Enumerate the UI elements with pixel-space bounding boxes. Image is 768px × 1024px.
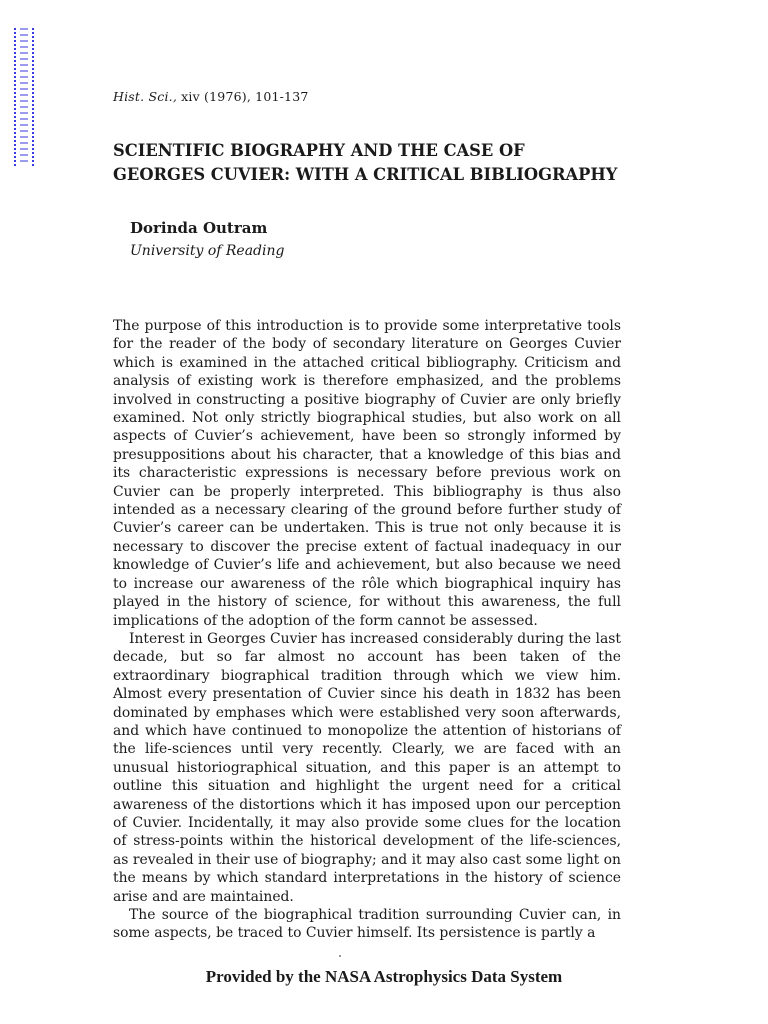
article-title xyxy=(113,139,673,187)
paragraph-1: The purpose of this introduction is to provide some interpretative tools for the reader of the body of secondary literature on Georges Cuvier which is examined in the attached critical bibliography. Criticism and analysis of existing work is therefore emphasized, and the problems involved in constructing a positive biography of Cuvier are only briefly examined. Not only strictly biographical studies, but also work on all aspects of Cuvier’s achievement, have been so strongly informed by presuppositions about his character, that a knowledge of this bias and its characteristic expressions is necessary before previous work on Cuvier can be properly interpreted. This bibliography is thus also intended as a necessary clearing of the ground before further study of Cuvier’s career can be undertaken. This is true not only because it is necessary to discover the precise extent of factual inadequacy in our knowledge of Cuvier’s life and achievement, but also because we need to increase our awareness of the rôle which biographical inquiry has played in the history of science, for without this awareness, the full implications of the adoption of the form cannot be assessed. xyxy=(113,318,621,629)
side-stamp xyxy=(14,28,34,166)
article-body xyxy=(113,317,621,943)
paragraph-3: The source of the biographical tradition surrounding Cuvier can, in some aspects, be traced to Cuvier himself. Its persistence is partly a xyxy=(113,907,621,942)
author-name: Dorinda Outram xyxy=(130,219,268,237)
citation-details: xiv (1976), 101-137 xyxy=(177,89,309,104)
paragraph-2: Interest in Georges Cuvier has increased considerably during the last decade, but so far almost no account has been taken of the extraordinary biographical tradition through which we view him. Almost every presentation of Cuvier since his death in 1832 has been dominated by emphases which were established very soon afterwards, and which have continued to monopolize the attention of historians of the life-sciences until very recently. Clearly, we are faced with an unusual historiographical situation, and this paper is an attempt to outline this situation and highlight the urgent need for a critical awareness of the distortions which it has imposed upon our perception of Cuvier. Incidentally, it may also provide some clues for the location of stress-points within the historical development of the life-sciences, as revealed in their use of biography; and it may also cast some light on the means by which standard interpretations in the history of science arise and are maintained. xyxy=(113,630,621,905)
title-line-2: GEORGES CUVIER: WITH A CRITICAL BIBLIOGRAPHY xyxy=(113,165,618,184)
speck xyxy=(339,955,341,957)
citation-journal: Hist. Sci., xyxy=(113,89,177,104)
footer-provider: Provided by the NASA Astrophysics Data System xyxy=(205,967,563,986)
title-line-1: SCIENTIFIC BIOGRAPHY AND THE CASE OF xyxy=(113,141,525,160)
citation xyxy=(113,89,309,104)
author-affiliation: University of Reading xyxy=(130,243,285,259)
